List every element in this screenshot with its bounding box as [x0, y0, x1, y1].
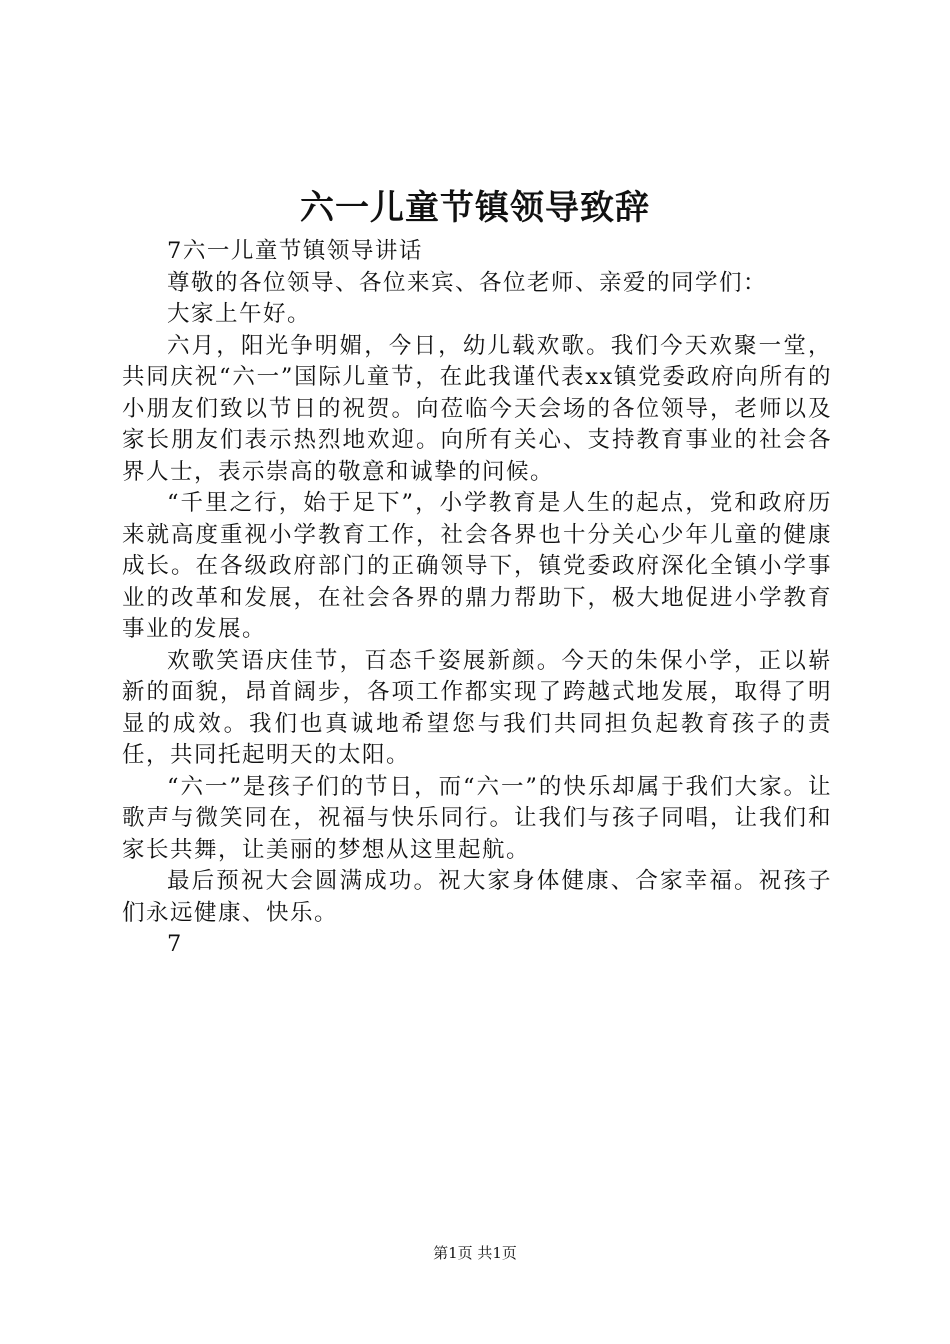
page-number-footer: 第1页 共1页: [433, 1244, 517, 1262]
body-paragraph: 最后预祝大会圆满成功。祝大家身体健康、合家幸福。祝孩子们永远健康、快乐。: [122, 868, 832, 926]
document-title: 六一儿童节镇领导致辞: [300, 188, 650, 228]
body-paragraph: 尊敬的各位领导、各位来宾、各位老师、亲爱的同学们：: [167, 269, 768, 296]
document-body: [122, 236, 832, 961]
body-paragraph: 欢歌笑语庆佳节，百态千姿展新颜。今天的朱保小学，正以崭新的面貌，昂首阔步，各项工作都实现了跨越式地发展，取得了明显的成效。我们也真诚地希望您与我们共同担负起教育孩子的责任，共同托起明天的太阳。: [122, 647, 832, 768]
body-paragraph: 大家上午好。: [167, 301, 312, 327]
body-paragraph: 六月，阳光争明媚，今日，幼儿载欢歌。我们今天欢聚一堂，共同庆祝“六一”国际儿童节，在此我谨代表xx镇党委政府向所有的小朋友们致以节日的祝贺。向莅临今天会场的各位领导，老师以及家长朋友们表示热烈地欢迎。向所有关心、支持教育事业的社会各界人士，表示崇高的敬意和诚挚的问候。: [122, 332, 832, 485]
body-paragraph: 7六一儿童节镇领导讲话: [167, 238, 423, 264]
body-paragraph: “六一”是孩子们的节日，而“六一”的快乐却属于我们大家。让歌声与微笑同在，祝福与快乐同行。让我们与孩子同唱，让我们和家长共舞，让美丽的梦想从这里起航。: [122, 773, 832, 863]
body-paragraph: “千里之行，始于足下”，小学教育是人生的起点，党和政府历来就高度重视小学教育工作，社会各界也十分关心少年儿童的健康成长。在各级政府部门的正确领导下，镇党委政府深化全镇小学事业的改革和发展，在社会各界的鼎力帮助下，极大地促进小学教育事业的发展。: [122, 490, 832, 642]
body-paragraph: 7: [167, 931, 183, 957]
